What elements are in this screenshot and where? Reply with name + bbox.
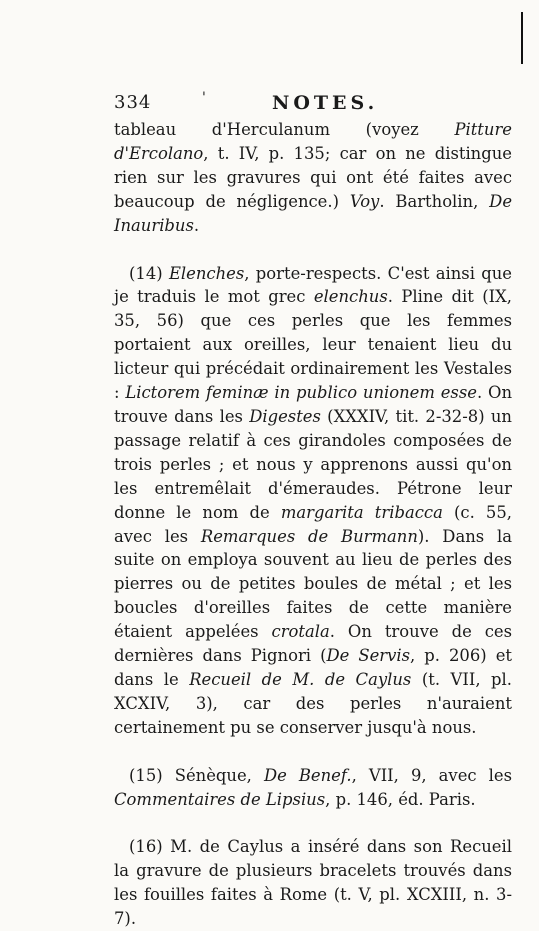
note-15: (15) Sénèque, De Benef., VII, 9, avec les Commentaires de Lipsius, p. 146, éd. Paris. bbox=[114, 765, 513, 809]
note-14: (14) Elenches, porte-respects. C'est ainsi que je traduis le mot grec elenchus. Pline dit (IX, 35, 56) que ces perles que les femmes portaient aux oreilles, leur tenaient lieu du licteur qui précédait ordinairement les Vestales : Lictorem feminæ in publico unionem esse. On trouve dans les Digestes (XXXIV, tit. 2-32-8) un passage relatif à ces girandoles composées de trois perles ; et nous y apprenons aussi qu'on les entremêlait d'émeraudes. Pétrone leur donne le nom de margarita tribacca (c. 55, avec les Remarques de Burmann). Dans la suite on employa souvent au lieu de perles des pierres ou de petites boules de métal ; et les boucles d'oreilles faites de cette manière étaient appelées crotala. On trouve de ces dernières dans Pignori (De Servis, p. 206) et dans le Recueil de M. de Caylus (t. VII, pl. XCXIV, 3), car des perles n'auraient certainement pu se conserver jusqu'à nous. bbox=[114, 263, 513, 737]
page-number: 334 bbox=[114, 92, 152, 113]
note-16: (16) M. de Caylus a inséré dans son Recueil la gravure de plusieurs bracelets trouvés dans les fouilles faites à Rome (t. V, pl. XCXIII, n. 3-7). bbox=[114, 837, 512, 929]
running-head: NOTES. bbox=[272, 92, 379, 114]
note-continuation: tableau d'Herculanum (voyez Pitture d'Ercolano, t. IV, p. 135; car on ne distingue rien sur les gravures qui ont été faites avec beaucoup de négligence.) Voy. Bartholin, De Inauribus. bbox=[114, 120, 513, 235]
notes-body bbox=[114, 118, 512, 931]
page-header bbox=[114, 92, 514, 116]
header-tick-mark: ' bbox=[202, 90, 206, 106]
page-edge-mark bbox=[521, 12, 523, 64]
